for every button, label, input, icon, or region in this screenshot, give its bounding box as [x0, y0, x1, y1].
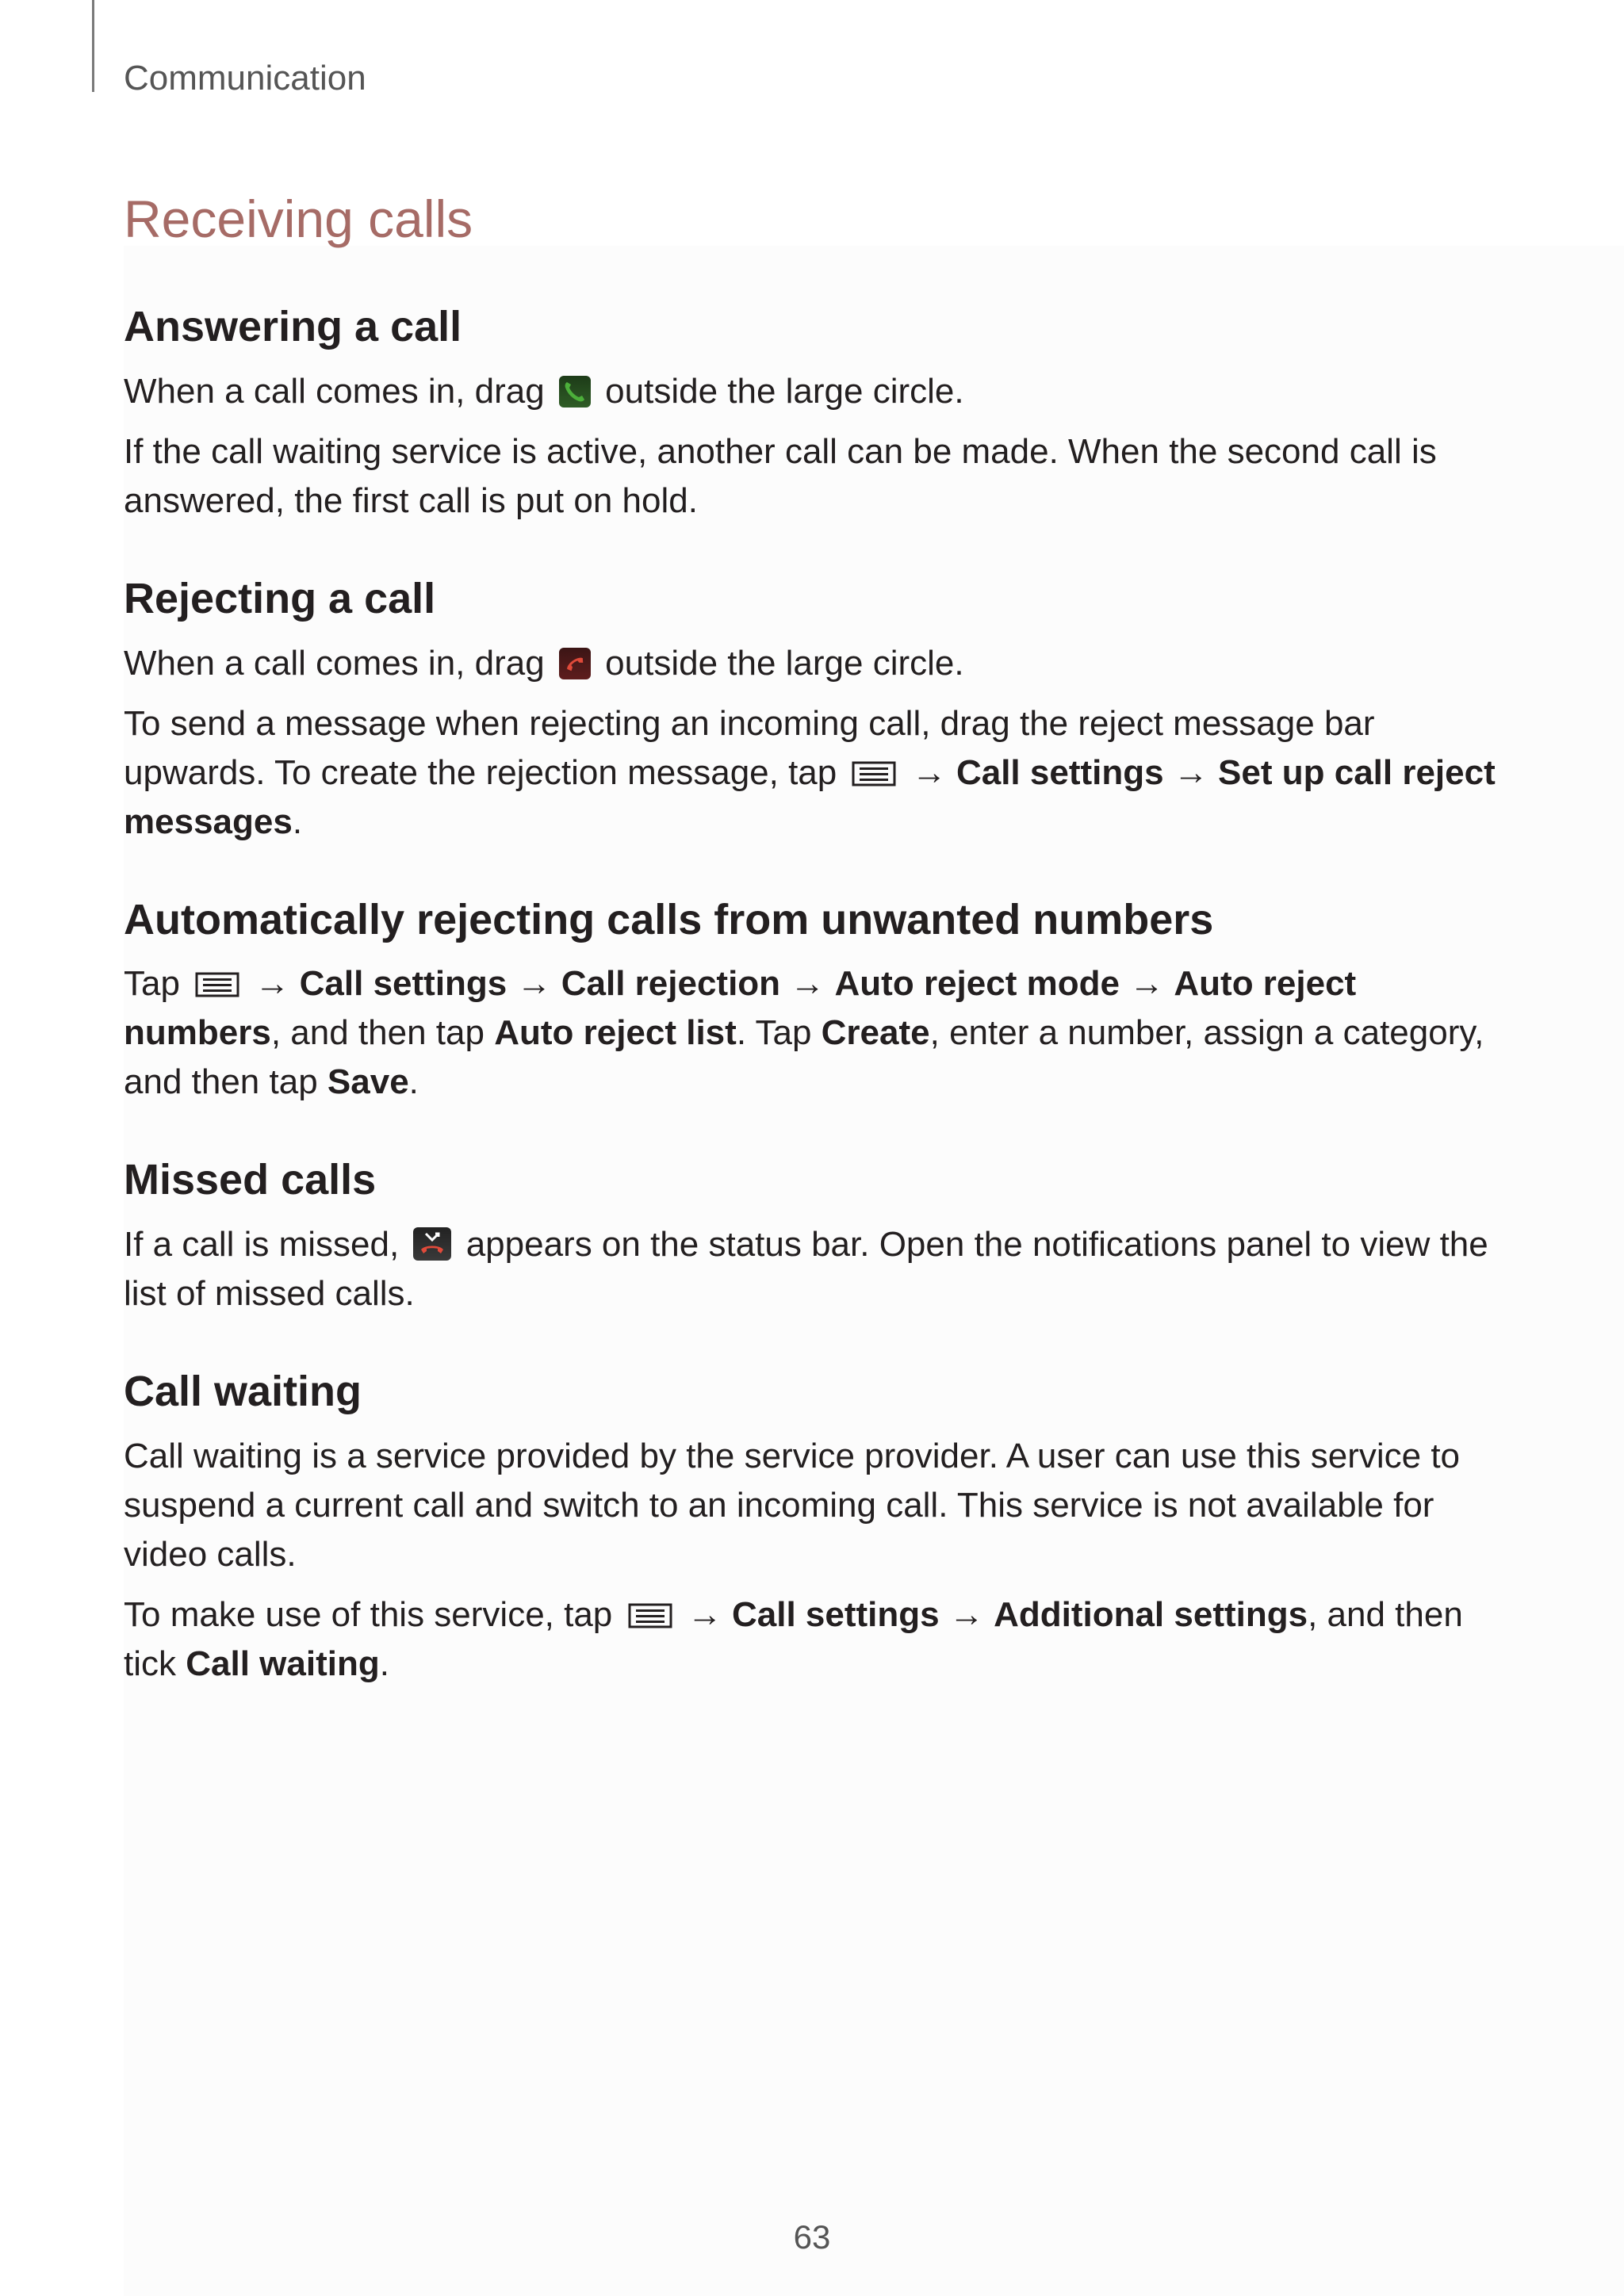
call-waiting-paragraph-2: To make use of this service, tap → Call settings → Additional settings, and then tick Call waiting. [124, 1594, 1463, 1683]
menu-icon [627, 1594, 673, 1621]
page-title: Receiving calls [124, 189, 473, 248]
page-number: 63 [793, 2218, 831, 2256]
missed-paragraph: If a call is missed, appears on the status bar. Open the notifications panel to view the list of missed calls. [124, 1225, 1488, 1314]
heading-answering: Answering a call [124, 303, 462, 350]
heading-call-waiting: Call waiting [124, 1368, 362, 1416]
heading-rejecting: Rejecting a call [124, 574, 436, 622]
content [124, 301, 1503, 1700]
rejecting-paragraph-2: To send a message when rejecting an incoming call, drag the reject message bar upwards. To create the rejection message, tap → Call settings → Set up call reject messages. [124, 703, 1496, 841]
auto-reject-paragraph: Tap → Call settings → Call rejection → Auto reject mode → Auto reject numbers, and then tap Auto reject list. Tap Create, enter a number, assign a category, and then tap Save. [124, 964, 1484, 1102]
rejecting-paragraph-1: When a call comes in, drag outside the large circle. [124, 643, 964, 683]
missed-call-icon [413, 1227, 451, 1261]
answering-paragraph-1: When a call comes in, drag outside the large circle. [124, 371, 964, 411]
phone-answer-icon [559, 376, 591, 408]
call-waiting-paragraph-1: Call waiting is a service provided by the service provider. A user can use this service to suspend a current call and switch to an incoming call. This service is not available for video calls. [124, 1436, 1461, 1574]
answering-paragraph-2: If the call waiting service is active, another call can be made. When the second call is answered, the first call is put on hold. [124, 431, 1437, 520]
menu-icon [851, 752, 897, 779]
phone-reject-icon [559, 648, 591, 679]
heading-missed: Missed calls [124, 1156, 377, 1204]
header-rule [92, 0, 94, 92]
menu-icon [194, 962, 240, 989]
heading-auto-reject: Automatically rejecting calls from unwanted numbers [124, 895, 1214, 943]
section-label: Communication [124, 59, 366, 98]
